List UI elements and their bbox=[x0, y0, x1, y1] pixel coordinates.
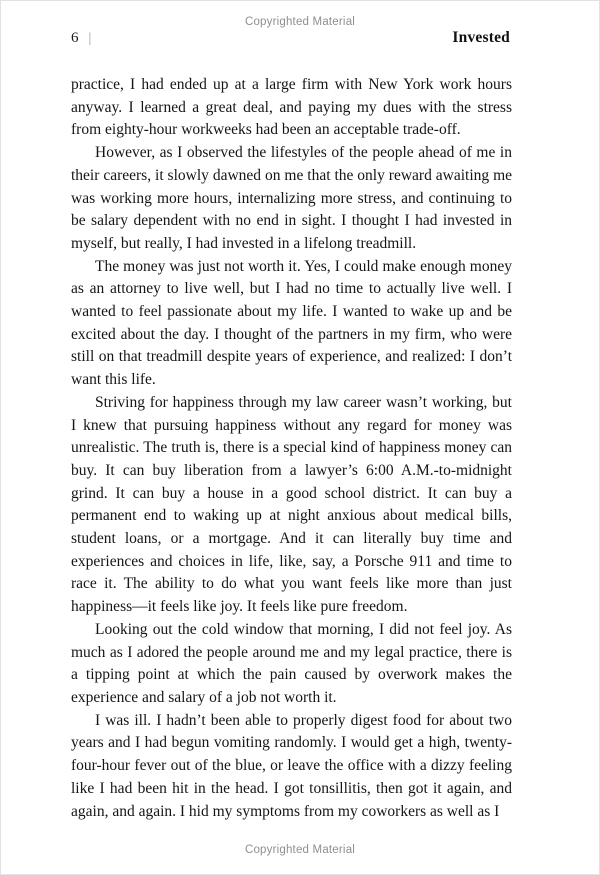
watermark-bottom: Copyrighted Material bbox=[244, 844, 356, 856]
paragraph: The money was just not worth it. Yes, I could make enough money as an attorney to live well, but I had no time to actually live well. I wanted to feel passionate about my life. I wanted to wake up and be excited about the day. I thought of the partners in my firm, who were still on that treadmill despite years of experience, and realized: I don’t want this life. bbox=[71, 257, 512, 389]
header-divider: | bbox=[88, 31, 92, 46]
header-left bbox=[71, 30, 91, 47]
page-number: 6 bbox=[71, 30, 79, 46]
page-body bbox=[71, 74, 512, 823]
book-title: Invested bbox=[452, 29, 510, 46]
paragraph: Looking out the cold window that morning, I did not feel joy. As much as I adored the people around me and my legal practice, there is a tipping point at which the pain caused by overwork makes the experience and salary of a job not worth it. bbox=[71, 620, 512, 706]
page-header bbox=[71, 29, 510, 47]
watermark-top: Copyrighted Material bbox=[244, 16, 356, 28]
paragraph: However, as I observed the lifestyles of the people ahead of me in their careers, it slowly dawned on me that the only reward awaiting me was working more hours, internalizing more stress, and continuing to be salary dependent with no end in sight. I thought I had invested in myself, but really, I had invested in a lifelong treadmill. bbox=[71, 144, 512, 252]
paragraph: practice, I had ended up at a large firm with New York work hours anyway. I learned a great deal, and paying my dues with the stress from eighty-hour workweeks had been an acceptable trade-off. bbox=[71, 76, 512, 139]
paragraph: Striving for happiness through my law career wasn’t working, but I knew that pursuing happiness without any regard for money was unrealistic. The truth is, there is a special kind of happiness money can buy. It can buy liberation from a lawyer’s 6:00 A.M.-to-midnight grind. It can buy a house in a good school district. It can buy a permanent end to waking up at night anxious about medical bills, student loans, or a mortgage. And it can literally buy time and experiences and choices in life, like, say, a Porsche 911 and time to race it. The ability to do what you want feels like more than just happiness—it feels like joy. It feels like pure freedom. bbox=[71, 393, 512, 616]
paragraph: I was ill. I hadn’t been able to properly digest food for about two years and I had begun vomiting randomly. I would get a high, twenty-four-hour fever out of the blue, or leave the office with a dizzy feeling like I had been hit in the head. I got tonsillitis, then got it again, and again, and again. I hid my symptoms from my coworkers as well as I bbox=[71, 711, 512, 820]
